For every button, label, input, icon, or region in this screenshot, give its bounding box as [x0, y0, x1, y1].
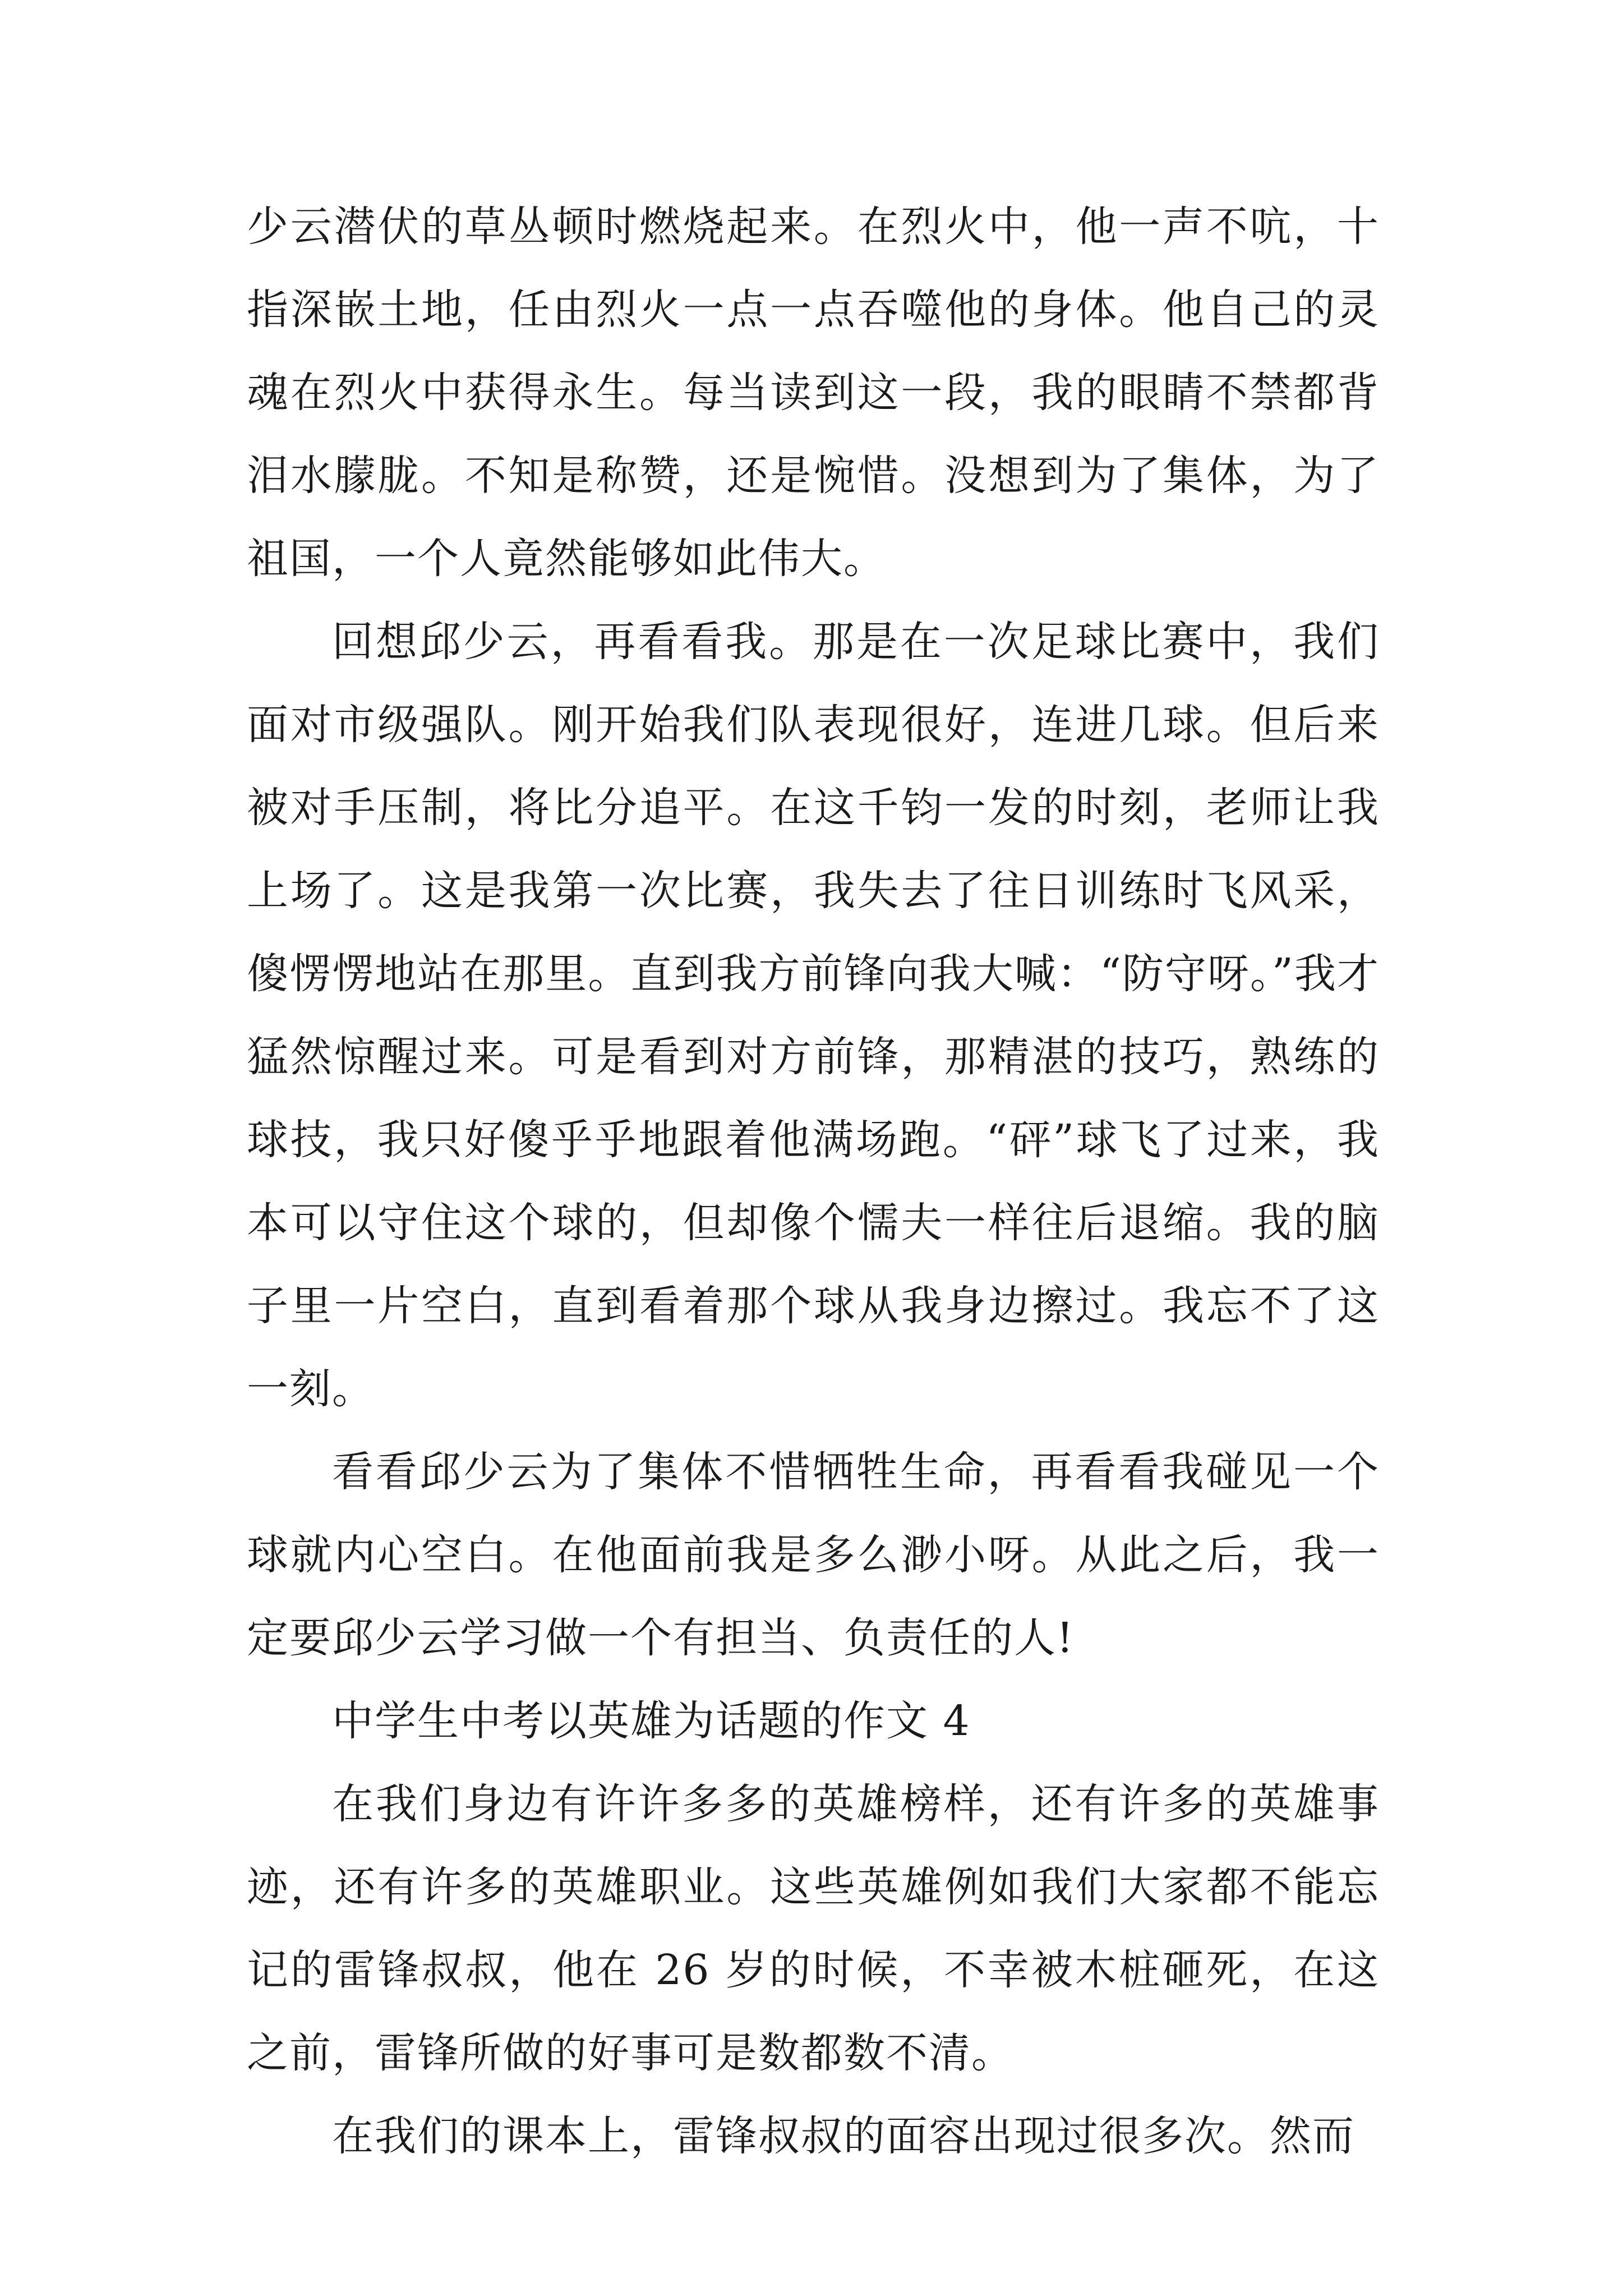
paragraph-2: 回想邱少云，再看看我。那是在一次足球比赛中，我们面对市级强队。刚开始我们队表现很好，连进几球。但后来被对手压制，将比分追平。在这千钧一发的时刻，老师让我上场了。这是我第一次比赛，我失去了往日训练时飞风采，傻愣愣地站在那里。直到我方前锋向我大喊：“防守呀。”我才猛然惊醒过来。可是看到对方前锋，那精湛的技巧，熟练的球技，我只好傻乎乎地跟着他满场跑。“砰”球飞了过来，我本可以守住这个球的，但却像个懦夫一样往后退缩。我的脑子里一片空白，直到看着那个球从我身边擦过。我忘不了这一刻。: [247, 618, 1380, 1413]
paragraph-3: 看看邱少云为了集体不惜牺牲生命，再看看我碰见一个球就内心空白。在他面前我是多么渺小呀。从此之后，我一定要邱少云学习做一个有担当、负责任的人!: [247, 1448, 1380, 1662]
paragraph-1: 少云潜伏的草丛顿时燃烧起来。在烈火中，他一声不吭，十指深嵌土地，任由烈火一点一点吞噬他的身体。他自己的灵魂在烈火中获得永生。每当读到这一段，我的眼睛不禁都背泪水朦胧。不知是称赞，还是惋惜。没想到为了集体，为了祖国，一个人竟然能够如此伟大。: [247, 203, 1380, 583]
paragraph-4: 在我们身边有许许多多的英雄榜样，还有许多的英雄事迹，还有许多的英雄职业。这些英雄例如我们大家都不能忘记的雷锋叔叔，他在 26 岁的时候，不幸被木桩砸死，在这之前，雷锋所做的好事可是数都数不清。: [247, 1780, 1380, 2077]
paragraph-5: 在我们的课本上，雷锋叔叔的面容出现过很多次。然而: [332, 2112, 1355, 2160]
section-heading: 中学生中考以英雄为话题的作文 4: [332, 1697, 971, 1745]
document-body: [247, 185, 1380, 2178]
